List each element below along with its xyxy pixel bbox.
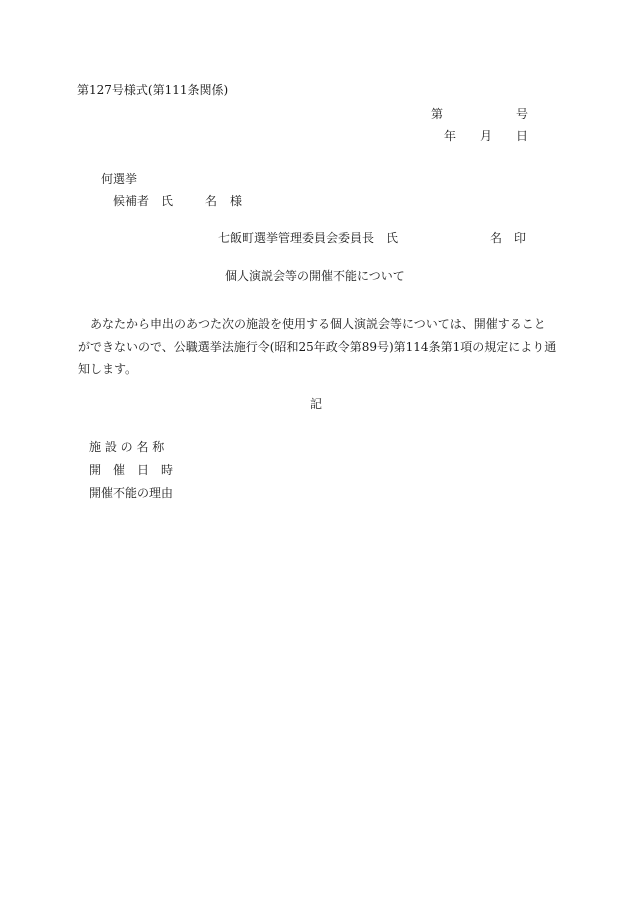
candidate-name-label: 名 bbox=[205, 194, 218, 208]
item-datetime: 開 催 日 時 bbox=[89, 463, 174, 477]
candidate-label: 候補者 氏 bbox=[113, 194, 174, 208]
candidate-honorific: 様 bbox=[230, 194, 243, 208]
sender-name-label: 名 bbox=[490, 231, 503, 245]
seal-label: 印 bbox=[514, 231, 527, 245]
document-number-suffix: 号 bbox=[516, 107, 529, 121]
ki-heading: 記 bbox=[310, 397, 323, 411]
election-label: 何選挙 bbox=[101, 172, 138, 186]
item-reason: 開催不能の理由 bbox=[89, 486, 174, 500]
sender-title: 七飯町選挙管理委員会委員長 氏 bbox=[218, 231, 399, 245]
document-subject: 個人演説会等の開催不能について bbox=[225, 269, 405, 283]
item-facility-name: 施 設 の 名 称 bbox=[89, 440, 165, 454]
document-number-prefix: 第 bbox=[431, 107, 444, 121]
date-month-label: 月 bbox=[480, 129, 493, 143]
document-body: あなたから申出のあつた次の施設を使用する個人演説会等については、開催すること ができないので、公職選挙法施行令(昭和25年政令第89号)第114条第1項の規定により通 知します。 bbox=[78, 317, 557, 376]
date-day-label: 日 bbox=[516, 129, 529, 143]
date-year-label: 年 bbox=[444, 129, 457, 143]
form-number: 第127号様式(第111条関係) bbox=[77, 83, 229, 97]
